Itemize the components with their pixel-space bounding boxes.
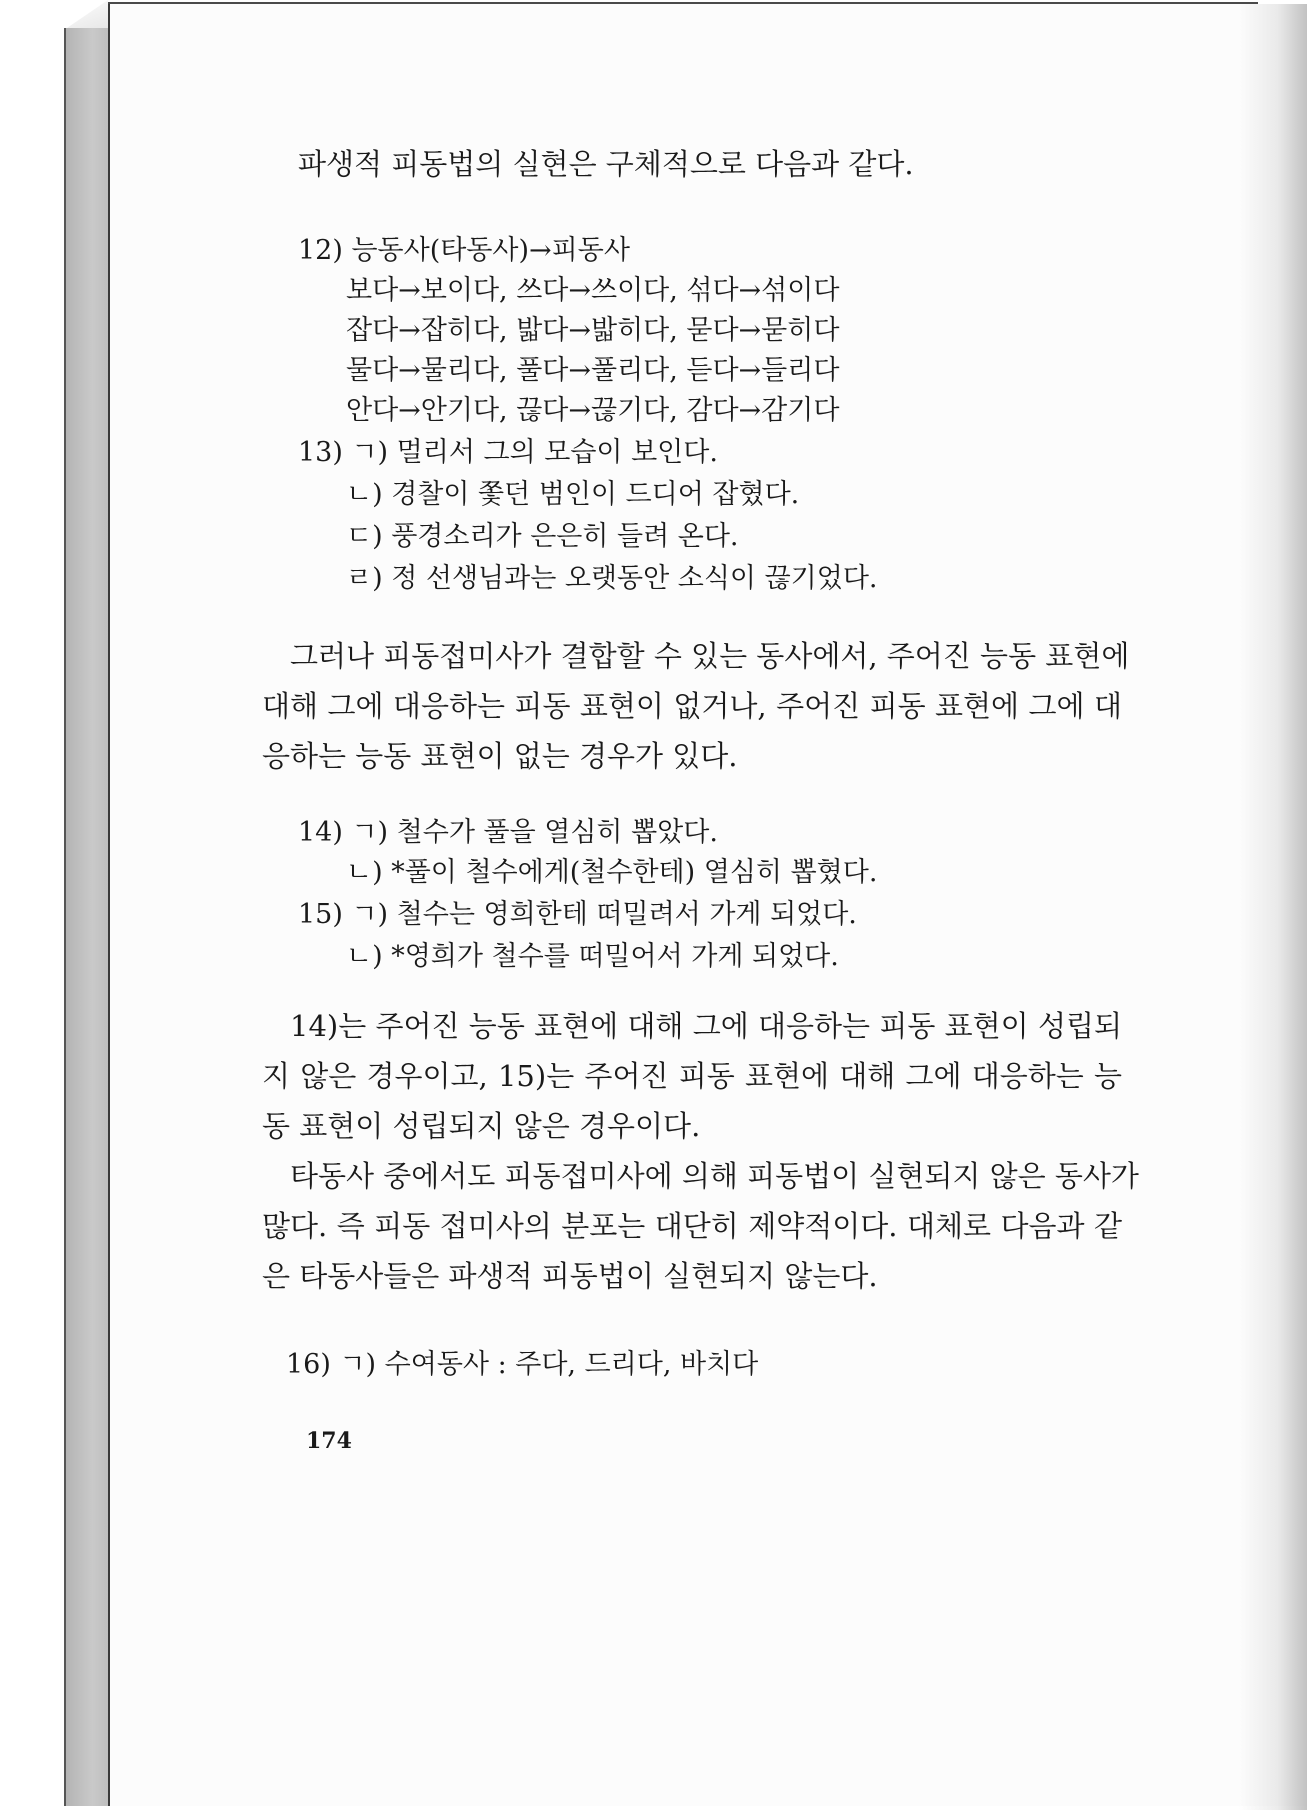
example-15-item: 15) ㄱ) 철수는 영희한테 떠밀려서 가게 되었다. (298, 899, 857, 930)
paragraph-line: 은 타동사들은 파생적 피동법이 실현되지 않는다. (262, 1259, 878, 1293)
example-14-item: 14) ㄱ) 철수가 풀을 열심히 뽑았다. (298, 817, 718, 848)
page-shadow (1239, 4, 1307, 1810)
example-16-item: 16) ㄱ) 수여동사 : 주다, 드리다, 바치다 (286, 1349, 759, 1380)
book-corner (64, 0, 108, 30)
example-15-item: ㄴ) *영희가 철수를 떠밀어서 가게 되었다. (346, 941, 839, 972)
paragraph-line: 응하는 능동 표현이 없는 경우가 있다. (262, 739, 738, 773)
paragraph-line: 그러나 피동접미사가 결합할 수 있는 동사에서, 주어진 능동 표현에 (290, 639, 1130, 673)
paragraph-line: 많다. 즉 피동 접미사의 분포는 대단히 제약적이다. 대체로 다음과 같 (262, 1209, 1122, 1243)
example-13-item: ㄷ) 풍경소리가 은은히 들려 온다. (346, 521, 739, 552)
example-12-row: 보다→보이다, 쓰다→쓰이다, 섞다→섞이다 (346, 275, 840, 306)
example-14-item: ㄴ) *풀이 철수에게(철수한테) 열심히 뽑혔다. (346, 857, 878, 888)
intro-sentence: 파생적 피동법의 실현은 구체적으로 다음과 같다. (298, 147, 914, 181)
page-number: 174 (306, 1428, 352, 1454)
book-spine-edge (64, 28, 110, 1806)
example-12-row: 잡다→잡히다, 밟다→밟히다, 묻다→묻히다 (346, 315, 840, 346)
example-12-row: 물다→물리다, 풀다→풀리다, 듣다→들리다 (346, 355, 840, 386)
example-12-row: 안다→안기다, 끊다→끊기다, 감다→감기다 (346, 395, 840, 426)
paragraph-line: 대해 그에 대응하는 피동 표현이 없거나, 주어진 피동 표현에 그에 대 (262, 689, 1122, 723)
example-13-item: 13) ㄱ) 멀리서 그의 모습이 보인다. (298, 437, 718, 468)
example-13-item: ㄹ) 정 선생님과는 오랫동안 소식이 끊기었다. (346, 563, 878, 594)
example-13-item: ㄴ) 경찰이 쫓던 범인이 드디어 잡혔다. (346, 479, 800, 510)
paragraph-line: 동 표현이 성립되지 않은 경우이다. (262, 1109, 701, 1143)
paragraph-line: 지 않은 경우이고, 15)는 주어진 피동 표현에 대해 그에 대응하는 능 (262, 1059, 1122, 1093)
example-12-heading: 12) 능동사(타동사)→피동사 (298, 235, 630, 266)
paragraph-line: 타동사 중에서도 피동접미사에 의해 피동법이 실현되지 않은 동사가 (290, 1159, 1139, 1193)
paragraph-line: 14)는 주어진 능동 표현에 대해 그에 대응하는 피동 표현이 성립되 (290, 1009, 1122, 1043)
book-page (108, 4, 1307, 1806)
